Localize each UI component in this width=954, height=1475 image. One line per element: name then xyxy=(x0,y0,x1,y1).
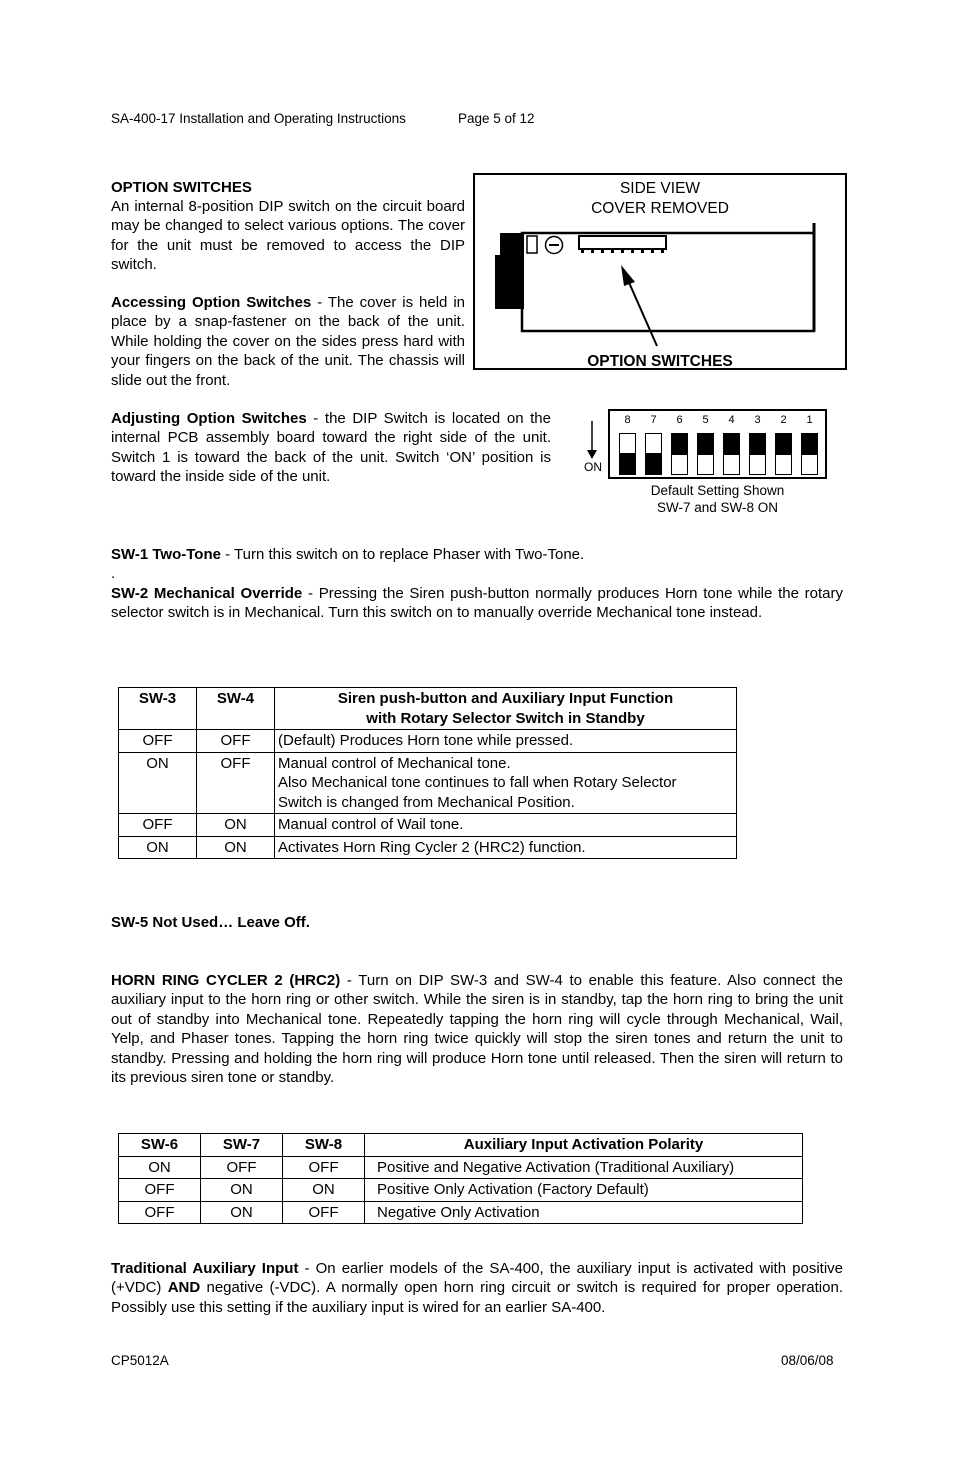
table-cell: Manual control of Wail tone. xyxy=(275,814,737,837)
table-cell: ON xyxy=(119,752,197,814)
footer-date: 08/06/08 xyxy=(781,1353,834,1368)
accessing-paragraph xyxy=(111,293,465,390)
dip-switch-5 xyxy=(697,433,714,475)
hrc2-paragraph xyxy=(111,971,843,1087)
on-label: ON xyxy=(584,460,602,474)
table-row xyxy=(119,1201,803,1224)
table-row xyxy=(119,814,737,837)
table-header-sw7: SW-7 xyxy=(201,1134,283,1157)
dip-switch-6 xyxy=(671,433,688,475)
dip-number-6: 6 xyxy=(676,414,683,426)
table-header-row xyxy=(119,688,737,730)
table-header-row xyxy=(119,1134,803,1157)
dip-caption-line1: Default Setting Shown xyxy=(650,483,785,498)
table-cell: OFF xyxy=(119,730,197,753)
table-header-sw4: SW-4 xyxy=(197,688,275,730)
figure-title-line2: COVER REMOVED xyxy=(591,200,729,217)
table-cell: OFF xyxy=(119,814,197,837)
table-cell xyxy=(275,752,737,814)
table-cell: OFF xyxy=(201,1156,283,1179)
chassis-diagram xyxy=(475,175,849,372)
dip-number-7: 7 xyxy=(650,414,657,426)
table-cell-line: Manual control of Mechanical tone. xyxy=(278,754,511,772)
pointer-arrowhead xyxy=(621,265,635,286)
adjusting-title: Adjusting Option Switches xyxy=(111,410,307,427)
table-cell: OFF xyxy=(119,1179,201,1202)
table-cell: ON xyxy=(119,1156,201,1179)
table-header-sw3: SW-3 xyxy=(119,688,197,730)
dip-switch-7 xyxy=(645,433,662,475)
table-cell: Positive Only Activation (Factory Default) xyxy=(365,1179,803,1202)
accessing-title: Accessing Option Switches xyxy=(111,294,312,311)
table-cell: OFF xyxy=(283,1201,365,1224)
dip-switch-8 xyxy=(619,433,636,475)
adjusting-paragraph xyxy=(111,409,551,487)
doc-header: SA-400-17 Installation and Operating Instructions xyxy=(111,111,406,126)
traditional-text2: negative (-VDC). A normally open horn ring circuit or switch is required for proper operation. Possibly use this setting if the auxiliary input is wired for an earlier SA-400. xyxy=(111,1279,843,1316)
section-title-option-switches: OPTION SWITCHES xyxy=(111,179,252,196)
table-cell-line: Switch is changed from Mechanical Position. xyxy=(278,793,575,811)
chassis-outline xyxy=(522,233,814,331)
footer-doc-code: CP5012A xyxy=(111,1353,169,1368)
table-cell: OFF xyxy=(283,1156,365,1179)
dip-block xyxy=(579,236,666,249)
dip-pins xyxy=(581,249,664,253)
table-cell: OFF xyxy=(197,730,275,753)
dip-number-3: 3 xyxy=(754,414,761,426)
table-cell: ON xyxy=(197,836,275,859)
table-cell: Activates Horn Ring Cycler 2 (HRC2) function. xyxy=(275,836,737,859)
dip-switch-4 xyxy=(723,433,740,475)
dip-number-2: 2 xyxy=(780,414,787,426)
table-cell: ON xyxy=(201,1201,283,1224)
traditional-and: AND xyxy=(167,1279,201,1297)
option-switches-intro: An internal 8-position DIP switch on the circuit board may be changed to select various options. The cover for the unit must be removed to access the DIP switch. xyxy=(111,198,465,274)
sw5-line: SW-5 Not Used… Leave Off. xyxy=(111,914,310,931)
polarity-table xyxy=(118,1133,803,1224)
dip-number-1: 1 xyxy=(806,414,813,426)
figure-title-line1: SIDE VIEW xyxy=(619,180,701,197)
table-cell: Negative Only Activation xyxy=(365,1201,803,1224)
figure-label: OPTION SWITCHES xyxy=(587,353,733,370)
table-header-polarity: Auxiliary Input Activation Polarity xyxy=(365,1134,803,1157)
pointer-arrow xyxy=(627,278,657,346)
sw2-text: - Pressing the Siren push-button normally produces Horn tone while the rotary selector switch is in Mechanical. Turn this switch on to manually override Mechanical tone instead. xyxy=(111,585,843,622)
front-switch xyxy=(527,236,537,253)
table-row xyxy=(119,752,737,814)
dip-number-4: 4 xyxy=(728,414,735,426)
dip-switch-diagram xyxy=(608,409,827,479)
sw3-sw4-table xyxy=(118,687,737,859)
sw1-title: SW-1 Two-Tone xyxy=(111,546,221,563)
front-connector xyxy=(500,233,524,255)
table-header-sw8: SW-8 xyxy=(283,1134,365,1157)
table-cell: ON xyxy=(201,1179,283,1202)
table-row xyxy=(119,1156,803,1179)
hrc2-text: - Turn on DIP SW-3 and SW-4 to enable this feature. Also connect the auxiliary input to the horn ring or other switch. While the siren is in standby, tap the horn ring to bring the unit out of standby into Mechanical tone. Repeatedly tapping the horn ring will cycle through Mechanical, Wail, Yelp, and Phaser tones. Tapping the horn ring twice quickly will stop the siren tones and return the unit to standby. Pressing and holding the horn ring will produce Horn tone until released. Then the siren will return to its previous siren tone or standby. xyxy=(111,972,844,1087)
front-panel xyxy=(495,255,524,309)
table-row xyxy=(119,1179,803,1202)
sw2-paragraph xyxy=(111,584,843,623)
on-arrow-icon xyxy=(585,421,599,461)
hrc2-title: HORN RING CYCLER 2 (HRC2) xyxy=(111,972,341,989)
sw2-title: SW-2 Mechanical Override xyxy=(111,585,303,602)
dip-number-8: 8 xyxy=(624,414,631,426)
dip-number-5: 5 xyxy=(702,414,709,426)
table-row xyxy=(119,730,737,753)
traditional-paragraph xyxy=(111,1259,843,1317)
table-cell: Positive and Negative Activation (Traditional Auxiliary) xyxy=(365,1156,803,1179)
table-header-function xyxy=(275,688,737,730)
table-row xyxy=(119,836,737,859)
dip-switch-2 xyxy=(775,433,792,475)
adjusting-text: - the DIP Switch is located on the internal PCB assembly board toward the right side of the unit. Switch 1 is toward the back of the unit. Switch ‘ON’ position is toward the inside side of the unit. xyxy=(111,410,551,486)
table-cell: ON xyxy=(119,836,197,859)
stray-dot: . xyxy=(111,565,116,582)
page-number: Page 5 of 12 xyxy=(458,111,535,126)
table-cell: ON xyxy=(197,814,275,837)
sw1-text: - Turn this switch on to replace Phaser with Two-Tone. xyxy=(220,546,585,563)
side-view-figure xyxy=(473,173,847,370)
table-header-sw6: SW-6 xyxy=(119,1134,201,1157)
sw1-paragraph xyxy=(111,545,843,564)
accessing-text: - The cover is held in place by a snap-fastener on the back of the unit. While holding the cover on the sides press hard with your fingers on the back of the unit. The chassis will slide out the front. xyxy=(111,294,466,389)
traditional-text1: - On earlier models of the SA-400, the auxiliary input is activated with positive (+VDC) xyxy=(111,1260,844,1297)
dip-caption-line2: SW-7 and SW-8 ON xyxy=(656,500,779,515)
table-header-function-line1: Siren push-button and Auxiliary Input Function xyxy=(337,690,674,707)
table-cell: ON xyxy=(283,1179,365,1202)
table-cell: (Default) Produces Horn tone while pressed. xyxy=(275,730,737,753)
table-header-function-line2: with Rotary Selector Switch in Standby xyxy=(366,709,645,727)
dip-switch-1 xyxy=(801,433,818,475)
traditional-title: Traditional Auxiliary Input xyxy=(111,1260,299,1277)
dip-caption xyxy=(608,482,827,516)
table-cell: OFF xyxy=(119,1201,201,1224)
dip-switch-3 xyxy=(749,433,766,475)
table-cell-line: Also Mechanical tone continues to fall when Rotary Selector xyxy=(278,774,677,791)
table-cell: OFF xyxy=(197,752,275,814)
